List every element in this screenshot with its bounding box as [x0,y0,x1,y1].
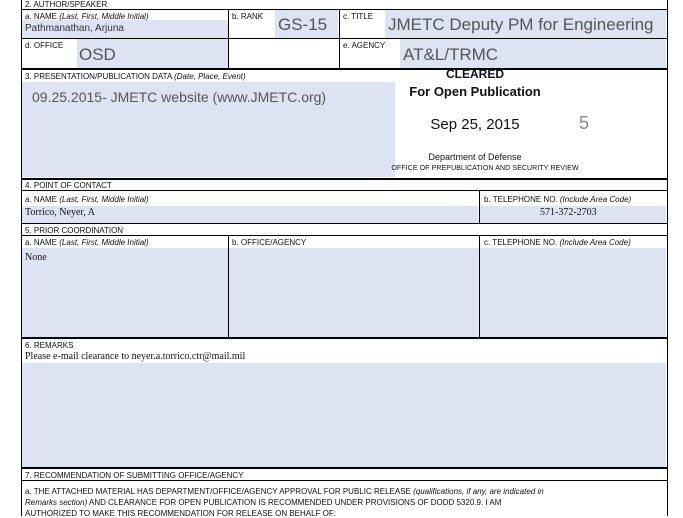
rule-sec5-bottom [21,337,668,339]
prior-name-label-hint: (Last, First, Middle Initial) [59,238,149,247]
prior-name-value[interactable]: None [25,252,47,263]
rule-sec5 [21,223,668,224]
section7-header: 7. RECOMMENDATION OF SUBMITTING OFFICE/AGENCY [25,471,244,480]
prior-office-field-bg [229,248,479,337]
rule-sec5-row [21,235,668,236]
section7-line2 [25,498,501,507]
rank-label: b. RANK [232,12,264,21]
poc-phone-label [484,195,631,204]
section3-header-text: 3. PRESENTATION/PUBLICATION DATA [25,72,172,81]
author-name-value[interactable]: Pathmanathan, Arjuna [25,23,124,34]
agency-value[interactable]: AT&L/TRMC [403,45,499,64]
section3-header [25,72,246,81]
rank-value[interactable]: GS-15 [278,15,328,34]
poc-name-value[interactable]: Torrico, Neyer, A [25,207,95,218]
rule-sec4-row [21,190,668,191]
rule-sec7-row [21,480,668,481]
prior-name-field-bg [22,248,228,337]
poc-phone-label-text: b. TELEPHONE NO. [484,195,558,204]
section3-header-hint: (Date, Place, Event) [174,72,246,81]
agency-label: e. AGENCY [343,41,386,50]
remarks-value[interactable]: Please e-mail clearance to neyer.a.torrico.ctr@mail.mil [25,351,246,362]
poc-phone-value[interactable]: 571-372-2703 [540,207,597,218]
stamp-date: Sep 25, 2015 [430,116,520,133]
section4-header: 4. POINT OF CONTACT [25,181,112,190]
section7-line1 [25,487,544,496]
section7-line2-hint: Remarks section) [25,498,88,507]
section2-header: 2. AUTHOR/SPEAKER [25,0,108,9]
prior-phone-label-hint: (Include Area Code) [559,238,631,247]
prior-phone-field-bg [480,248,666,337]
stamp-for-open: For Open Publication [409,84,541,99]
office-value[interactable]: OSD [79,45,116,64]
prior-name-label-text: a. NAME [25,238,58,247]
section7-line3: AUTHORIZED TO MAKE THIS RECOMMENDATION FOR RELEASE ON BEHALF OF: [25,509,337,518]
stamp-department: Department of Defense [428,152,522,162]
prior-name-label [25,238,149,247]
title-value[interactable]: JMETC Deputy PM for Engineering [388,15,654,34]
stamp-handwritten-mark: 5 [579,113,590,133]
remarks-field-bg [22,363,666,467]
rule-sec7 [21,467,668,469]
poc-name-label-text: a. NAME [25,195,58,204]
section7-line1-hint: (qualifications, if any, are indicated in [413,487,544,496]
rule-sec4 [21,178,668,180]
poc-name-label [25,195,149,204]
presentation-value[interactable]: 09.25.2015- JMETC website (www.JMETC.org) [32,89,327,105]
name-label [25,12,149,21]
prior-phone-label [484,238,631,247]
stamp-office: OFFICE OF PREPUBLICATION AND SECURITY REVIEW [391,165,579,172]
divider-title [339,9,340,69]
section7-line2-text: AND CLEARANCE FOR OPEN PUBLICATION IS RECOMMENDED UNDER PROVISIONS OF DODD 5320.9. I AM [89,498,502,507]
section6-header: 6. REMARKS [25,341,74,350]
poc-name-label-hint: (Last, First, Middle Initial) [59,195,149,204]
office-label: d. OFFICE [25,41,64,50]
name-label-hint: (Last, First, Middle Initial) [59,12,149,21]
name-label-text: a. NAME [25,12,58,21]
prior-phone-label-text: c. TELEPHONE NO. [484,238,558,247]
section5-header: 5. PRIOR COORDINATION [25,226,124,235]
stamp-cleared: CLEARED [445,67,504,81]
form-border-right [667,0,668,516]
title-label: c. TITLE [343,12,374,21]
poc-phone-label-hint: (Include Area Code) [559,195,632,204]
divider-rank [228,9,229,69]
section7-line1-text: a. THE ATTACHED MATERIAL HAS DEPARTMENT/OFFICE/AGENCY APPROVAL FOR PUBLIC RELEASE [25,487,411,496]
prior-office-label: b. OFFICE/AGENCY [232,238,307,247]
clearance-stamp [380,66,620,178]
